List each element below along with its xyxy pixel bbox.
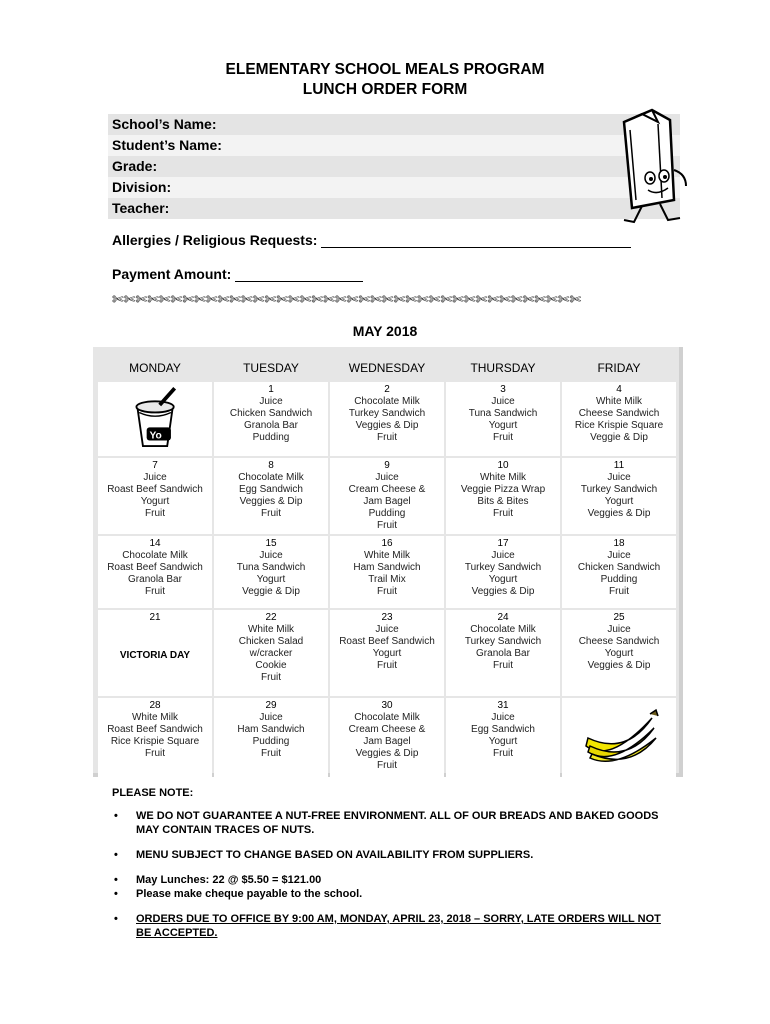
teacher-field[interactable]: Teacher: [108, 198, 680, 219]
menu-item: Rice Krispie Square [110, 736, 200, 747]
day-date: 7 [152, 460, 158, 471]
calendar-week [97, 609, 677, 697]
grade-field[interactable]: Grade: [108, 156, 680, 177]
day-cell-tuesday [214, 458, 328, 534]
menu-item: Juice [259, 550, 283, 561]
note-orders-due: • ORDERS DUE TO OFFICE BY 9:00 AM, MONDAY, APRIL 23, 2018 – SORRY, LATE ORDERS WILL NOT BE ACCEPTED. [112, 912, 672, 940]
payment-line[interactable] [235, 268, 363, 282]
menu-item: Cookie [255, 660, 287, 671]
menu-item: Tuna Sandwich [468, 408, 538, 419]
menu-item: Chicken Sandwich [229, 408, 313, 419]
menu-item: Bits & Bites [477, 496, 529, 507]
title-line-2: LUNCH ORDER FORM [302, 81, 468, 98]
menu-item: Juice [607, 624, 631, 635]
school-name-field[interactable]: School’s Name: [108, 114, 680, 135]
menu-item: Juice [375, 624, 399, 635]
menu-item: Fruit [145, 586, 165, 597]
day-cell-monday [98, 698, 212, 778]
menu-item: Fruit [261, 748, 281, 759]
menu-item: Juice [491, 550, 515, 561]
calendar-week [97, 697, 677, 779]
day-cell-wednesday [330, 610, 444, 696]
day-date: 14 [149, 538, 161, 549]
day-header-tuesday: TUESDAY [243, 361, 299, 375]
day-cell-monday [98, 536, 212, 608]
yogurt-cup-label: Yo [149, 430, 162, 442]
menu-item: Jam Bagel [363, 736, 411, 747]
day-cell-wednesday [330, 458, 444, 534]
menu-item: Fruit [145, 748, 165, 759]
menu-item: Veggies & Dip [587, 508, 651, 519]
menu-item: Fruit [145, 508, 165, 519]
day-cell-thursday [446, 458, 560, 534]
day-date: 30 [381, 700, 393, 711]
menu-item: Chicken Salad [238, 636, 304, 647]
menu-item: Fruit [493, 748, 513, 759]
day-date: 23 [381, 612, 393, 623]
menu-item: Fruit [377, 586, 397, 597]
menu-item: Yogurt [256, 574, 286, 585]
day-cell-wednesday [330, 536, 444, 608]
menu-item: Egg Sandwich [471, 724, 535, 735]
menu-item: White Milk [131, 712, 179, 723]
payment-field[interactable] [112, 266, 363, 282]
day-header-thursday: THURSDAY [470, 361, 536, 375]
menu-item: White Milk [595, 396, 643, 407]
day-date: 22 [265, 612, 277, 623]
lunch-calendar [93, 347, 683, 777]
menu-item: Pudding [368, 508, 406, 519]
day-date: 15 [265, 538, 277, 549]
student-info-block [108, 114, 680, 219]
title-line-1: ELEMENTARY SCHOOL MEALS PROGRAM [225, 61, 545, 78]
calendar-week [97, 457, 677, 535]
notes-header: PLEASE NOTE: [112, 787, 194, 799]
menu-item: Fruit [261, 672, 281, 683]
calendar-month: MAY 2018 [352, 323, 418, 339]
day-date: 18 [613, 538, 625, 549]
menu-item: Juice [491, 396, 515, 407]
menu-item: Trail Mix [368, 574, 406, 585]
menu-item: Cheese Sandwich [578, 636, 660, 647]
day-cell-monday [98, 382, 212, 456]
form-title [0, 60, 770, 100]
day-cell-monday [98, 610, 212, 696]
menu-item: Granola Bar [244, 420, 298, 431]
payment-label: Payment Amount: [112, 266, 232, 282]
day-date: 4 [616, 384, 622, 395]
menu-item: Chocolate Milk [238, 472, 304, 483]
day-date: 11 [613, 460, 625, 471]
menu-item: Veggies & Dip [355, 420, 419, 431]
menu-item: Chocolate Milk [122, 550, 188, 561]
menu-item: Pudding [252, 432, 290, 443]
day-cell-friday [562, 536, 676, 608]
menu-item: Turkey Sandwich [348, 408, 426, 419]
day-cell-thursday [446, 536, 560, 608]
menu-item: Fruit [493, 660, 513, 671]
allergies-line[interactable] [321, 234, 631, 248]
day-cell-thursday [446, 382, 560, 456]
day-cell-friday [562, 458, 676, 534]
menu-item: Veggies & Dip [239, 496, 303, 507]
menu-item: Yogurt [372, 648, 402, 659]
menu-item: Fruit [377, 660, 397, 671]
day-date: 1 [268, 384, 274, 395]
day-date: 2 [384, 384, 390, 395]
menu-item: Granola Bar [476, 648, 530, 659]
menu-item: Pudding [252, 736, 290, 747]
menu-item: Chocolate Milk [470, 624, 536, 635]
note-cheque: • Please make cheque payable to the school. [112, 887, 672, 901]
menu-item: Juice [259, 396, 283, 407]
menu-item: Fruit [377, 432, 397, 443]
menu-item: Veggie Pizza Wrap [460, 484, 546, 495]
notes-section [112, 787, 672, 940]
menu-item: Yogurt [604, 496, 634, 507]
day-cell-friday [562, 382, 676, 456]
menu-item: Turkey Sandwich [580, 484, 658, 495]
menu-item: Rice Krispie Square [574, 420, 664, 431]
menu-item: Juice [143, 472, 167, 483]
holiday-label: VICTORIA DAY [119, 650, 191, 661]
menu-item: Chocolate Milk [354, 712, 420, 723]
menu-item: Fruit [493, 432, 513, 443]
calendar-week [97, 381, 677, 457]
day-date: 21 [149, 612, 161, 623]
menu-item: Jam Bagel [363, 496, 411, 507]
menu-item: Roast Beef Sandwich [107, 562, 203, 573]
day-cell-tuesday [214, 610, 328, 696]
menu-item: Yogurt [140, 496, 170, 507]
menu-item: Turkey Sandwich [464, 562, 542, 573]
day-date: 9 [384, 460, 390, 471]
menu-item: Veggies & Dip [355, 748, 419, 759]
day-cell-tuesday [214, 536, 328, 608]
menu-item: Veggies & Dip [587, 660, 651, 671]
menu-item: White Milk [247, 624, 295, 635]
menu-item: Juice [607, 550, 631, 561]
division-field[interactable]: Division: [108, 177, 680, 198]
menu-item: Roast Beef Sandwich [107, 484, 203, 495]
day-header-friday: FRIDAY [597, 361, 641, 375]
menu-item: Ham Sandwich [237, 724, 305, 735]
menu-item: Juice [259, 712, 283, 723]
day-date: 25 [613, 612, 625, 623]
menu-item: Veggies & Dip [471, 586, 535, 597]
menu-item: Egg Sandwich [239, 484, 303, 495]
menu-item: Veggie & Dip [242, 586, 300, 597]
allergies-label: Allergies / Religious Requests: [112, 232, 318, 248]
menu-item: White Milk [363, 550, 411, 561]
menu-item: Fruit [609, 586, 629, 597]
menu-item: Yogurt [604, 648, 634, 659]
note-nut-free: • WE DO NOT GUARANTEE A NUT-FREE ENVIRONMENT. ALL OF OUR BREADS AND BAKED GOODS MAY CONTAIN TRACES OF NUTS. [112, 809, 672, 837]
menu-item: w/cracker [249, 648, 293, 659]
menu-item: Granola Bar [128, 574, 182, 585]
day-date: 17 [497, 538, 509, 549]
menu-item: Ham Sandwich [353, 562, 421, 573]
menu-item: Yogurt [488, 574, 518, 585]
cut-line-scissors-icon: ✄✄✄✄✄✄✄✄✄✄✄✄✄✄✄✄✄✄✄✄✄✄✄✄✄✄✄✄✄✄✄✄✄✄✄✄✄✄✄✄ [112, 292, 582, 308]
menu-item: Fruit [377, 760, 397, 771]
menu-item: Chicken Sandwich [577, 562, 661, 573]
day-date: 10 [497, 460, 509, 471]
yogurt-cup-icon [128, 386, 184, 452]
day-cell-tuesday [214, 698, 328, 778]
menu-item: Fruit [377, 520, 397, 531]
day-date: 29 [265, 700, 277, 711]
menu-item: Fruit [493, 508, 513, 519]
note-menu-change: • MENU SUBJECT TO CHANGE BASED ON AVAILABILITY FROM SUPPLIERS. [112, 848, 672, 862]
allergies-field[interactable] [112, 232, 631, 248]
note-may-lunches: • May Lunches: 22 @ $5.50 = $121.00 [112, 873, 672, 887]
day-date: 24 [497, 612, 509, 623]
day-date: 28 [149, 700, 161, 711]
menu-item: Turkey Sandwich [464, 636, 542, 647]
menu-item: Veggie & Dip [590, 432, 648, 443]
menu-item: Pudding [600, 574, 638, 585]
menu-item: Yogurt [488, 736, 518, 747]
menu-item: Cream Cheese & [348, 484, 426, 495]
menu-item: Cream Cheese & [348, 724, 426, 735]
day-date: 8 [268, 460, 274, 471]
day-cell-thursday [446, 698, 560, 778]
day-header-wednesday: WEDNESDAY [348, 361, 426, 375]
day-date: 31 [497, 700, 509, 711]
day-cell-wednesday [330, 382, 444, 456]
menu-item: Juice [375, 472, 399, 483]
day-header-monday: MONDAY [129, 361, 181, 375]
menu-item: Juice [491, 712, 515, 723]
day-date: 16 [381, 538, 393, 549]
menu-item: Juice [607, 472, 631, 483]
menu-item: Fruit [261, 508, 281, 519]
day-cell-wednesday [330, 698, 444, 778]
calendar-header [97, 351, 677, 381]
menu-item: Chocolate Milk [354, 396, 420, 407]
day-cell-thursday [446, 610, 560, 696]
menu-item: White Milk [479, 472, 527, 483]
day-cell-friday [562, 610, 676, 696]
day-cell-tuesday [214, 382, 328, 456]
bananas-icon [580, 706, 660, 766]
menu-item: Roast Beef Sandwich [107, 724, 203, 735]
menu-item: Tuna Sandwich [236, 562, 306, 573]
calendar-week [97, 535, 677, 609]
menu-item: Cheese Sandwich [578, 408, 660, 419]
lunch-bag-mascot-icon [602, 100, 692, 230]
menu-item: Roast Beef Sandwich [339, 636, 435, 647]
menu-item: Yogurt [488, 420, 518, 431]
day-date: 3 [500, 384, 506, 395]
day-cell-friday [562, 698, 676, 778]
day-cell-monday [98, 458, 212, 534]
student-name-field[interactable]: Student’s Name: [108, 135, 680, 156]
